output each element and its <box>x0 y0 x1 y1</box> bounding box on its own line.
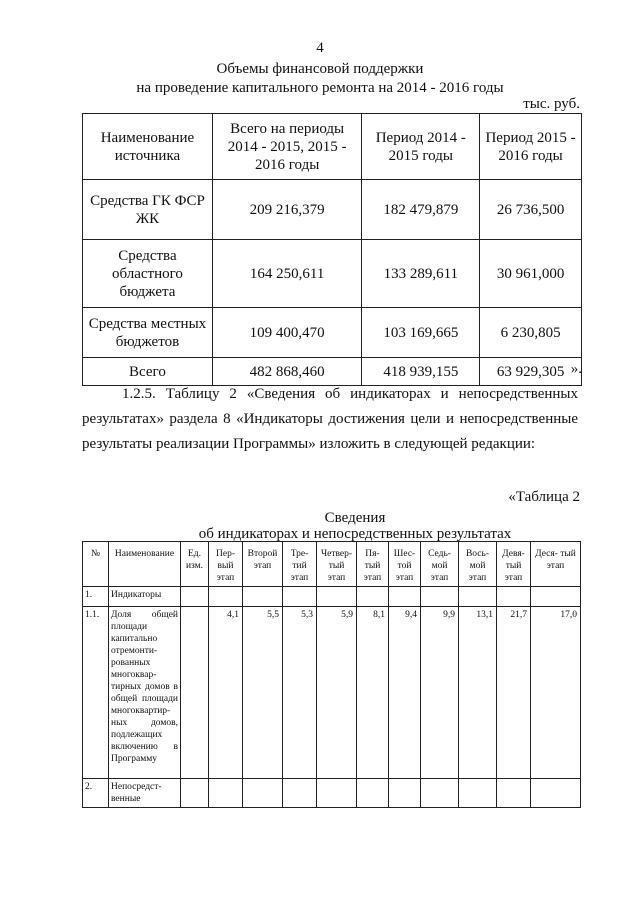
amount-2014-2015: 103 169,665 <box>362 308 480 358</box>
header-cell: № <box>83 542 109 587</box>
header-cell: Период 2015 - 2016 годы <box>480 114 582 180</box>
source-name: Всего <box>83 358 213 386</box>
amount-total: 164 250,611 <box>212 240 362 308</box>
header-cell: Девя- тый этап <box>497 542 531 587</box>
table2-label: «Таблица 2 <box>508 489 580 505</box>
empty-cell <box>209 587 243 607</box>
table-row <box>83 308 582 358</box>
table1-title-line1: Объемы финансовой поддержки <box>216 61 424 77</box>
empty-cell <box>181 587 209 607</box>
stage-value: 5,9 <box>317 607 357 779</box>
empty-cell <box>389 779 421 808</box>
header-cell: Ед. изм. <box>181 542 209 587</box>
empty-cell <box>283 779 317 808</box>
empty-cell <box>531 779 581 808</box>
empty-cell <box>243 779 283 808</box>
table-row <box>83 180 582 240</box>
source-name: Средства местных бюджетов <box>83 308 213 358</box>
amount-total: 209 216,379 <box>212 180 362 240</box>
row-name: Непосредст- венные <box>109 779 181 808</box>
table-row <box>83 240 582 308</box>
empty-cell <box>357 587 389 607</box>
empty-cell <box>531 587 581 607</box>
page-number: 4 <box>316 40 324 56</box>
financing-table <box>82 113 582 386</box>
table2-title-line1: Сведения <box>324 510 386 526</box>
empty-cell <box>389 587 421 607</box>
table2-title-line2: об индикаторах и непосредственных результатах <box>198 526 512 542</box>
source-name: Средства ГК ФСР ЖК <box>83 180 213 240</box>
table-row <box>83 779 581 808</box>
empty-cell <box>459 587 497 607</box>
empty-cell <box>181 779 209 808</box>
stage-value: 5,3 <box>283 607 317 779</box>
stage-value: 13,1 <box>459 607 497 779</box>
header-cell: Наименование источника <box>83 114 213 180</box>
empty-cell <box>209 779 243 808</box>
header-cell: Вось- мой этап <box>459 542 497 587</box>
header-cell: Период 2014 - 2015 годы <box>362 114 480 180</box>
amount-2015-2016: 63 929,305 <box>480 358 582 386</box>
header-cell: Второй этап <box>243 542 283 587</box>
table-row <box>83 587 581 607</box>
empty-cell <box>421 779 459 808</box>
table-header-row <box>83 114 582 180</box>
amount-total: 109 400,470 <box>212 308 362 358</box>
header-cell: Всего на периоды 2014 - 2015, 2015 - 2016 годы <box>212 114 362 180</box>
empty-cell <box>243 587 283 607</box>
stage-value: 5,5 <box>243 607 283 779</box>
source-name: Средства областного бюджета <box>83 240 213 308</box>
header-cell: Тре- тий этап <box>283 542 317 587</box>
table-row <box>83 607 581 779</box>
empty-cell <box>459 779 497 808</box>
empty-cell <box>317 779 357 808</box>
row-number: 1.1. <box>83 607 109 779</box>
header-cell: Пя- тый этап <box>357 542 389 587</box>
header-cell: Четвер- тый этап <box>317 542 357 587</box>
table1-units: тыс. руб. <box>523 96 580 112</box>
header-cell: Пер- вый этап <box>209 542 243 587</box>
row-name: Доля общей площади капитально отремонти- рованных многоквар- тирных домов в общей площади многоквартир- ных домов, подлежащих включению в Программу <box>109 607 181 779</box>
row-unit <box>181 607 209 779</box>
stage-value: 9,9 <box>421 607 459 779</box>
header-cell: Наименование <box>109 542 181 587</box>
empty-cell <box>421 587 459 607</box>
amendment-paragraph: 1.2.5. Таблицу 2 «Сведения об индикаторах и непосредственных результатах» раздела 8 «Индикаторы достижения цели и непосредственные результаты реализации Программы» изложить в следующей редакции: <box>82 386 578 452</box>
table1-title-line2: на проведение капитального ремонта на 2014 - 2016 годы <box>136 80 504 96</box>
amount-2014-2015: 182 479,879 <box>362 180 480 240</box>
stage-value: 4,1 <box>209 607 243 779</box>
indicators-table <box>82 541 581 808</box>
amount-2015-2016: 26 736,500 <box>480 180 582 240</box>
empty-cell <box>283 587 317 607</box>
amount-2015-2016: 30 961,000 <box>480 240 582 308</box>
header-cell: Седь- мой этап <box>421 542 459 587</box>
stage-value: 21,7 <box>497 607 531 779</box>
empty-cell <box>497 587 531 607</box>
row-number: 1. <box>83 587 109 607</box>
stage-value: 9,4 <box>389 607 421 779</box>
closing-quote: ». <box>570 361 582 377</box>
header-cell: Шес- той этап <box>389 542 421 587</box>
row-number: 2. <box>83 779 109 808</box>
empty-cell <box>497 779 531 808</box>
row-name: Индикаторы <box>109 587 181 607</box>
stage-value: 17,0 <box>531 607 581 779</box>
stage-value: 8,1 <box>357 607 389 779</box>
amount-2014-2015: 133 289,611 <box>362 240 480 308</box>
empty-cell <box>357 779 389 808</box>
amount-total: 482 868,460 <box>212 358 362 386</box>
amount-2015-2016: 6 230,805 <box>480 308 582 358</box>
empty-cell <box>317 587 357 607</box>
table-header-row <box>83 542 581 587</box>
header-cell: Деся- тый этап <box>531 542 581 587</box>
amount-2014-2015: 418 939,155 <box>362 358 480 386</box>
table1-title <box>0 60 640 98</box>
